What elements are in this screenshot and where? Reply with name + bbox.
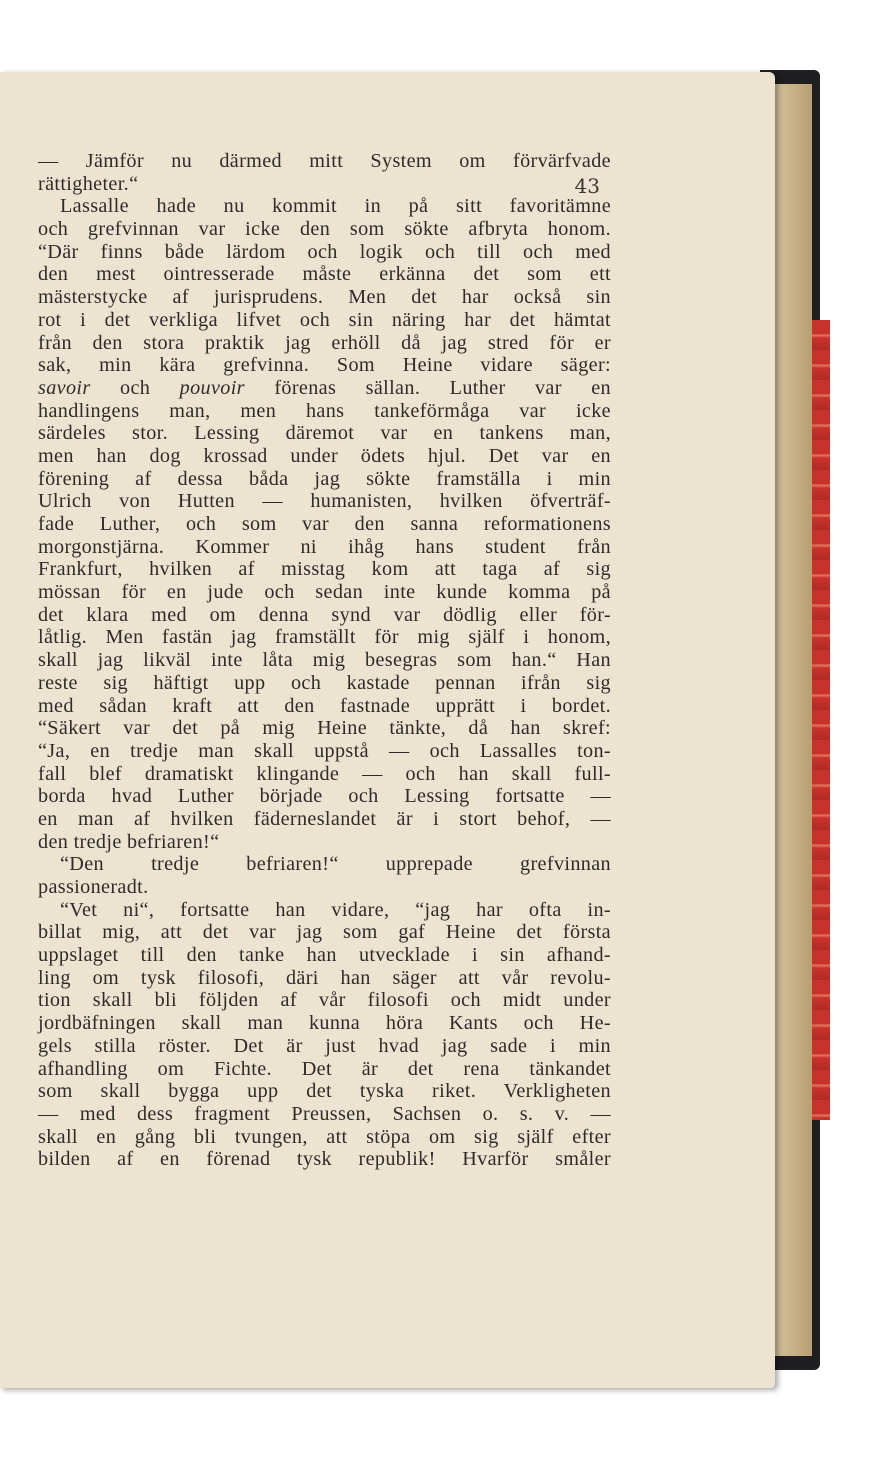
text-line: “Säkert var det på mig Heine tänkte, då han skref: — [38, 717, 611, 740]
text-line: sak, min kära grefvinna. Som Heine vidare säger: — [38, 354, 611, 377]
text-line: reste sig häftigt upp och kastade pennan ifrån sig — [38, 671, 611, 694]
text-line: den tredje befriaren!“ — [38, 830, 220, 853]
text-line: Frankfurt, hvilken af misstag kom att taga af sig — [38, 558, 611, 581]
text-line: jordbäfningen skall man kunna höra Kants och He- — [38, 1012, 611, 1035]
text-line: borda hvad Luther började och Lessing fortsatte — — [38, 785, 611, 808]
text-line: “Ja, en tredje man skall uppstå — och Lassalles ton- — [38, 739, 611, 762]
text-line: med sådan kraft att den fastnade upprätt i bordet. — [38, 694, 611, 717]
text-line: det klara med om denna synd var dödlig eller för- — [38, 603, 611, 626]
text-line: — Jämför nu därmed mitt System om förvärfvade — [38, 150, 611, 172]
text-line: tion skall bli följden af vår filosofi och midt under — [38, 989, 611, 1012]
text-line: Lassalle hade nu kommit in på sitt favoritämne — [60, 195, 611, 218]
text-line: morgonstjärna. Kommer ni ihåg hans student från — [38, 535, 611, 558]
text-line: billat mig, att det var jag som gaf Heine det första — [38, 921, 611, 944]
text-line: en man af hvilken fäderneslandet är i stort behof, — — [38, 807, 611, 830]
text-line: rot i det verkliga lifvet och sin näring har det hämtat — [38, 308, 611, 331]
text-line: låtlig. Men fastän jag framställt för mig själf i honom, — [38, 626, 611, 649]
text-line: afhandling om Fichte. Det är det rena tänkandet — [38, 1057, 611, 1080]
text-line: den mest ointresserade måste erkänna det som ett — [38, 263, 611, 286]
text-line: bilden af en förenad tysk republik! Hvarför småler — [38, 1148, 611, 1171]
page-number: 43 — [574, 174, 600, 198]
text-line: fade Luther, och som var den sanna reformationens — [38, 513, 611, 535]
text-line: — med dess fragment Preussen, Sachsen o. s. v. — — [38, 1102, 611, 1125]
text-line: och grefvinnan var icke den som sökte afbryta honom. — [38, 218, 611, 241]
text-line: skall en gång bli tvungen, att stöpa om sig själf efter — [38, 1125, 611, 1148]
text-line: Ulrich von Hutten — humanisten, hvilken öfverträf- — [38, 490, 611, 513]
text-line: som skall bygga upp det tyska riket. Verkligheten — [38, 1080, 611, 1103]
text-line: handlingens man, men hans tankeförmåga var icke — [38, 399, 611, 422]
text-line: uppslaget till den tanke han utvecklade i sin afhand- — [38, 944, 611, 967]
spine-label — [812, 320, 830, 1120]
text-line: från den stora praktik jag erhöll då jag stred för er — [38, 331, 611, 354]
text-line: gels stilla röster. Det är just hvad jag sade i min — [38, 1034, 611, 1057]
text-line: skall jag likväl inte låta mig besegras som han.“ Han — [38, 649, 611, 672]
text-line: rättigheter.“ — [38, 172, 139, 195]
text-line: men han dog krossad under ödets hjul. Det var en — [38, 444, 611, 467]
text-line: fall blef dramatiskt klingande — och han skall full- — [38, 762, 611, 785]
text-line: förening af dessa båda jag sökte framställa i min — [38, 467, 611, 490]
text-line: särdeles stor. Lessing däremot var en tankens man, — [38, 422, 611, 445]
text-line: passioneradt. — [38, 876, 149, 898]
text-line: ling om tysk filosofi, däri han säger att vår revolu- — [38, 966, 611, 989]
text-line: “Vet ni“, fortsatte han vidare, “jag har ofta in- — [60, 898, 611, 921]
text-line: “Den tredje befriaren!“ upprepade grefvinnan — [60, 853, 611, 876]
page-text — [38, 150, 611, 1171]
text-line: mästerstycke af jurisprudens. Men det har också sin — [38, 286, 611, 309]
text-line: savoir och pouvoir förenas sällan. Luther var en — [38, 376, 611, 399]
text-line: “Där finns både lärdom och logik och till och med — [38, 240, 611, 263]
text-line: mössan för en jude och sedan inte kunde komma på — [38, 581, 611, 604]
